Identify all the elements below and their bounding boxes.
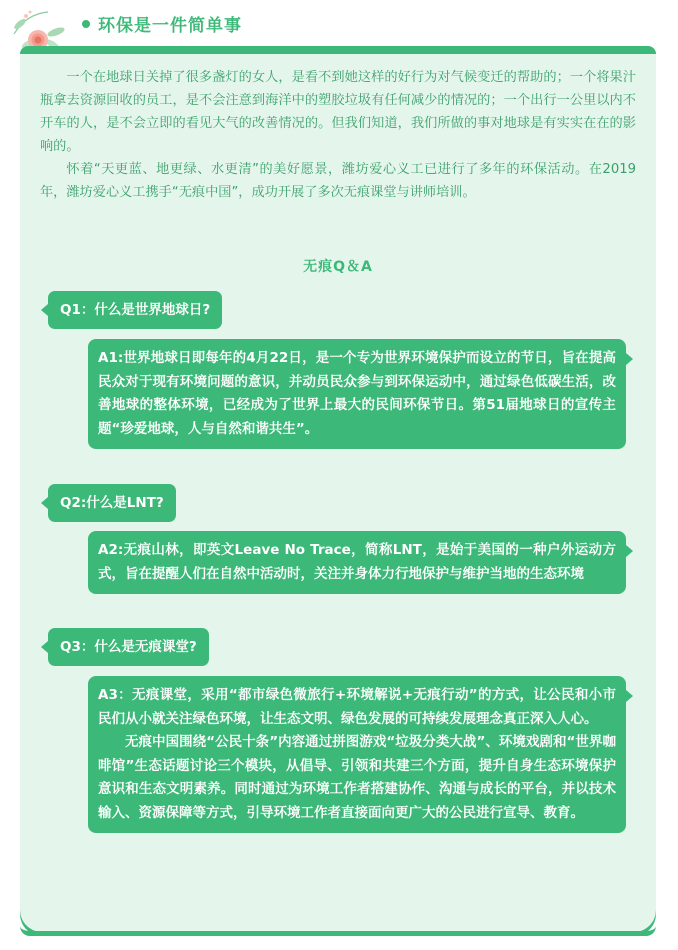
intro-paragraph-2: 怀着“天更蓝、地更绿、水更清”的美好愿景，潍坊爱心义工已进行了多年的环保活动。在2019年，潍坊爱心义工携手“无痕中国”，成功开展了多次无痕课堂与讲师培训。 bbox=[40, 162, 636, 200]
answer-3-bubble bbox=[88, 676, 626, 833]
intro-paragraph-1: 一个在地球日关掉了很多盏灯的女人，是看不到她这样的好行为对气候变迁的帮助的；一个将果汁瓶拿去资源回收的员工，是不会注意到海洋中的塑胶垃圾有任何减少的情况的；一个出行一公里以内不开车的人，是不会立即的看见大气的改善情况的。但我们知道，我们所做的事对地球是有实实在在的影响的。 bbox=[40, 70, 636, 154]
question-3-bubble: Q3：什么是无痕课堂? bbox=[48, 628, 209, 666]
answer-3-text-1: A3：无痕课堂，采用“都市绿色微旅行+环境解说+无痕行动”的方式，让公民和小市民们从小就关注绿色环境，让生态文明、绿色发展的可持续发展理念真正深入人心。 bbox=[98, 687, 616, 727]
header bbox=[0, 0, 678, 50]
question-1-bubble: Q1：什么是世界地球日? bbox=[48, 291, 222, 329]
intro-text bbox=[40, 66, 636, 204]
answer-3-text-2: 无痕中国围绕“公民十条”内容通过拼图游戏“垃圾分类大战”、环境戏剧和“世界咖啡馆”生态话题讨论三个模块，从倡导、引领和共建三个方面，提升自身生态环境保护意识和生态文明素养。同时通过为环境工作者搭建协作、沟通与成长的平台，并以技术输入、资源保障等方式，引导环境工作者直接面向更广大的公民进行宣导、教育。 bbox=[98, 734, 616, 821]
answer-2-bubble bbox=[88, 531, 626, 594]
answer-1-bubble bbox=[88, 339, 626, 449]
question-2-bubble: Q2:什么是LNT? bbox=[48, 484, 176, 522]
card-top-bar bbox=[20, 46, 656, 54]
answer-1-text: A1:世界地球日即每年的4月22日，是一个专为世界环境保护而设立的节日，旨在提高民众对于现有环境问题的意识，并动员民众参与到环保运动中，通过绿色低碳生活，改善地球的整体环境，已经成为了世界上最大的民间环保节日。第51届地球日的宣传主题“珍爱地球，人与自然和谐共生”。 bbox=[98, 350, 616, 437]
flower-decoration-icon bbox=[8, 4, 68, 52]
page-title: 环保是一件简单事 bbox=[98, 16, 242, 36]
title-bullet-icon bbox=[82, 20, 90, 28]
answer-2-text: A2:无痕山林，即英文Leave No Trace，简称LNT，是始于美国的一种户外运动方式，旨在提醒人们在自然中活动时，关注并身体力行地保护与维护当地的生态环境 bbox=[98, 542, 616, 582]
qa-heading-wrap bbox=[20, 256, 656, 276]
content-card bbox=[20, 46, 656, 932]
card-bottom-border bbox=[20, 926, 656, 936]
qa-heading: 无痕Q＆A bbox=[299, 256, 377, 276]
